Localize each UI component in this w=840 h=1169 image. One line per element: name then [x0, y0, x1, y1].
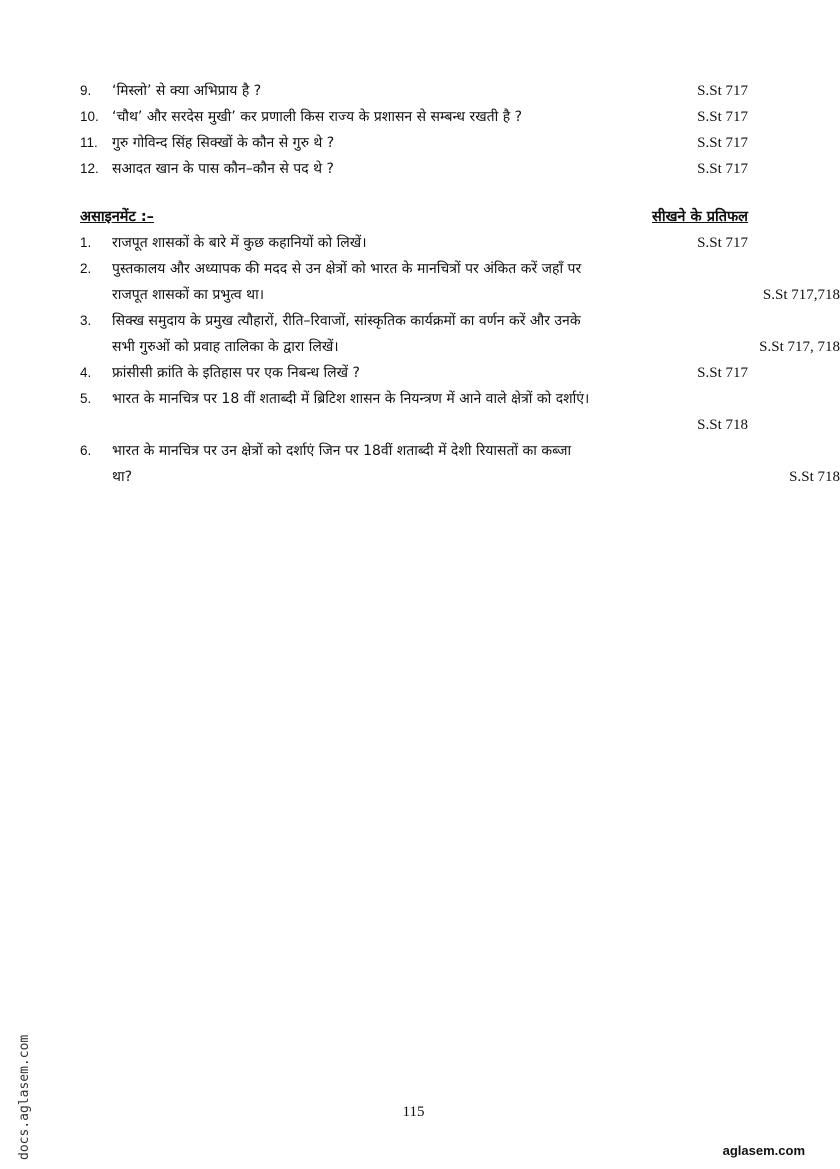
- learning-code: S.St 717: [697, 365, 748, 381]
- question-text: ‘चौथ’ और सरदेस मुखी’ कर प्रणाली किस राज्य के प्रशासन से सम्बन्ध रखती है ?: [112, 109, 523, 125]
- assignment-text: राजपूत शासकों के बारे में कुछ कहानियों को लिखें।: [112, 235, 367, 251]
- assignment-text: भारत के मानचित्र पर 18 वीं शताब्दी में ब्रिटिश शासन के नियन्त्रण में आने वाले क्षेत्रों को दर्शाएं।: [112, 391, 590, 407]
- site-label: aglasem.com: [722, 1143, 805, 1158]
- assignment-number: 1.: [80, 235, 92, 250]
- question-number: 9.: [80, 83, 92, 98]
- assignment-text-line2: था?: [112, 469, 133, 485]
- question-number: 12.: [80, 161, 99, 176]
- question-text: गुरु गोविन्द सिंह सिक्खों के कौन से गुरु थे ?: [112, 135, 335, 151]
- question-text: ‘मिस्लो’ से क्या अभिप्राय है ?: [112, 83, 262, 99]
- learning-code: S.St 717,718: [762, 287, 840, 303]
- learning-code: S.St 718: [697, 417, 748, 433]
- assignment-number: 4.: [80, 365, 92, 380]
- assignment-number: 5.: [80, 391, 92, 406]
- question-number: 11.: [80, 135, 98, 150]
- learning-outcomes-title: सीखने के प्रतिफल: [652, 209, 748, 225]
- assignment-text: फ्रांसीसी क्रांति के इतिहास पर एक निबन्ध लिखें ?: [112, 365, 360, 381]
- question-item: [80, 130, 748, 156]
- assignment-text-continued: [112, 464, 840, 490]
- learning-code: S.St 717: [697, 83, 748, 99]
- question-text: सआदत खान के पास कौन–कौन से पद थे ?: [112, 161, 334, 177]
- question-item: [80, 78, 748, 104]
- learning-code: S.St 717: [697, 161, 748, 177]
- assignment-item: [80, 256, 840, 308]
- watermark-text: docs.aglasem.com: [17, 1034, 32, 1160]
- learning-code: S.St 717, 718: [759, 339, 840, 355]
- assignment-number: 3.: [80, 313, 92, 328]
- assignment-text-line2: सभी गुरुओं को प्रवाह तालिका के द्वारा लिखें।: [112, 339, 339, 355]
- assignment-title: असाइनमेंट :–: [80, 209, 154, 225]
- assignment-item: [80, 230, 748, 256]
- learning-code: S.St 717: [697, 135, 748, 151]
- question-item: [80, 156, 748, 182]
- learning-code: S.St 718: [789, 469, 840, 485]
- question-item: [80, 104, 748, 130]
- assignment-item: [80, 360, 748, 386]
- assignment-text: पुस्तकालय और अध्यापक की मदद से उन क्षेत्रों को भारत के मानचित्रों पर अंकित करें जहाँ पर: [112, 261, 582, 277]
- page-content: [80, 78, 840, 490]
- assignment-number: 2.: [80, 261, 92, 276]
- learning-code: S.St 717: [697, 235, 748, 251]
- assignment-text-continued: [112, 282, 840, 308]
- assignment-text: भारत के मानचित्र पर उन क्षेत्रों को दर्शाएं जिन पर 18वीं शताब्दी में देशी रियासतों का कब्जा: [112, 443, 572, 459]
- page-number: 115: [402, 1104, 425, 1120]
- assignment-item: [80, 438, 840, 490]
- assignment-text-continued: [112, 334, 840, 360]
- assignment-item: [80, 308, 840, 360]
- side-watermark: [14, 1000, 34, 1160]
- assignment-text-line2: राजपूत शासकों का प्रभुत्व था।: [112, 287, 265, 303]
- assignment-item: [80, 386, 748, 438]
- assignment-heading: [80, 204, 748, 230]
- learning-code: S.St 717: [697, 109, 748, 125]
- assignment-number: 6.: [80, 443, 92, 458]
- question-number: 10.: [80, 109, 99, 124]
- assignment-text: सिक्ख समुदाय के प्रमुख त्यौहारों, रीति–रिवाजों, सांस्कृतिक कार्यक्रमों का वर्णन करें और उनके: [112, 313, 581, 329]
